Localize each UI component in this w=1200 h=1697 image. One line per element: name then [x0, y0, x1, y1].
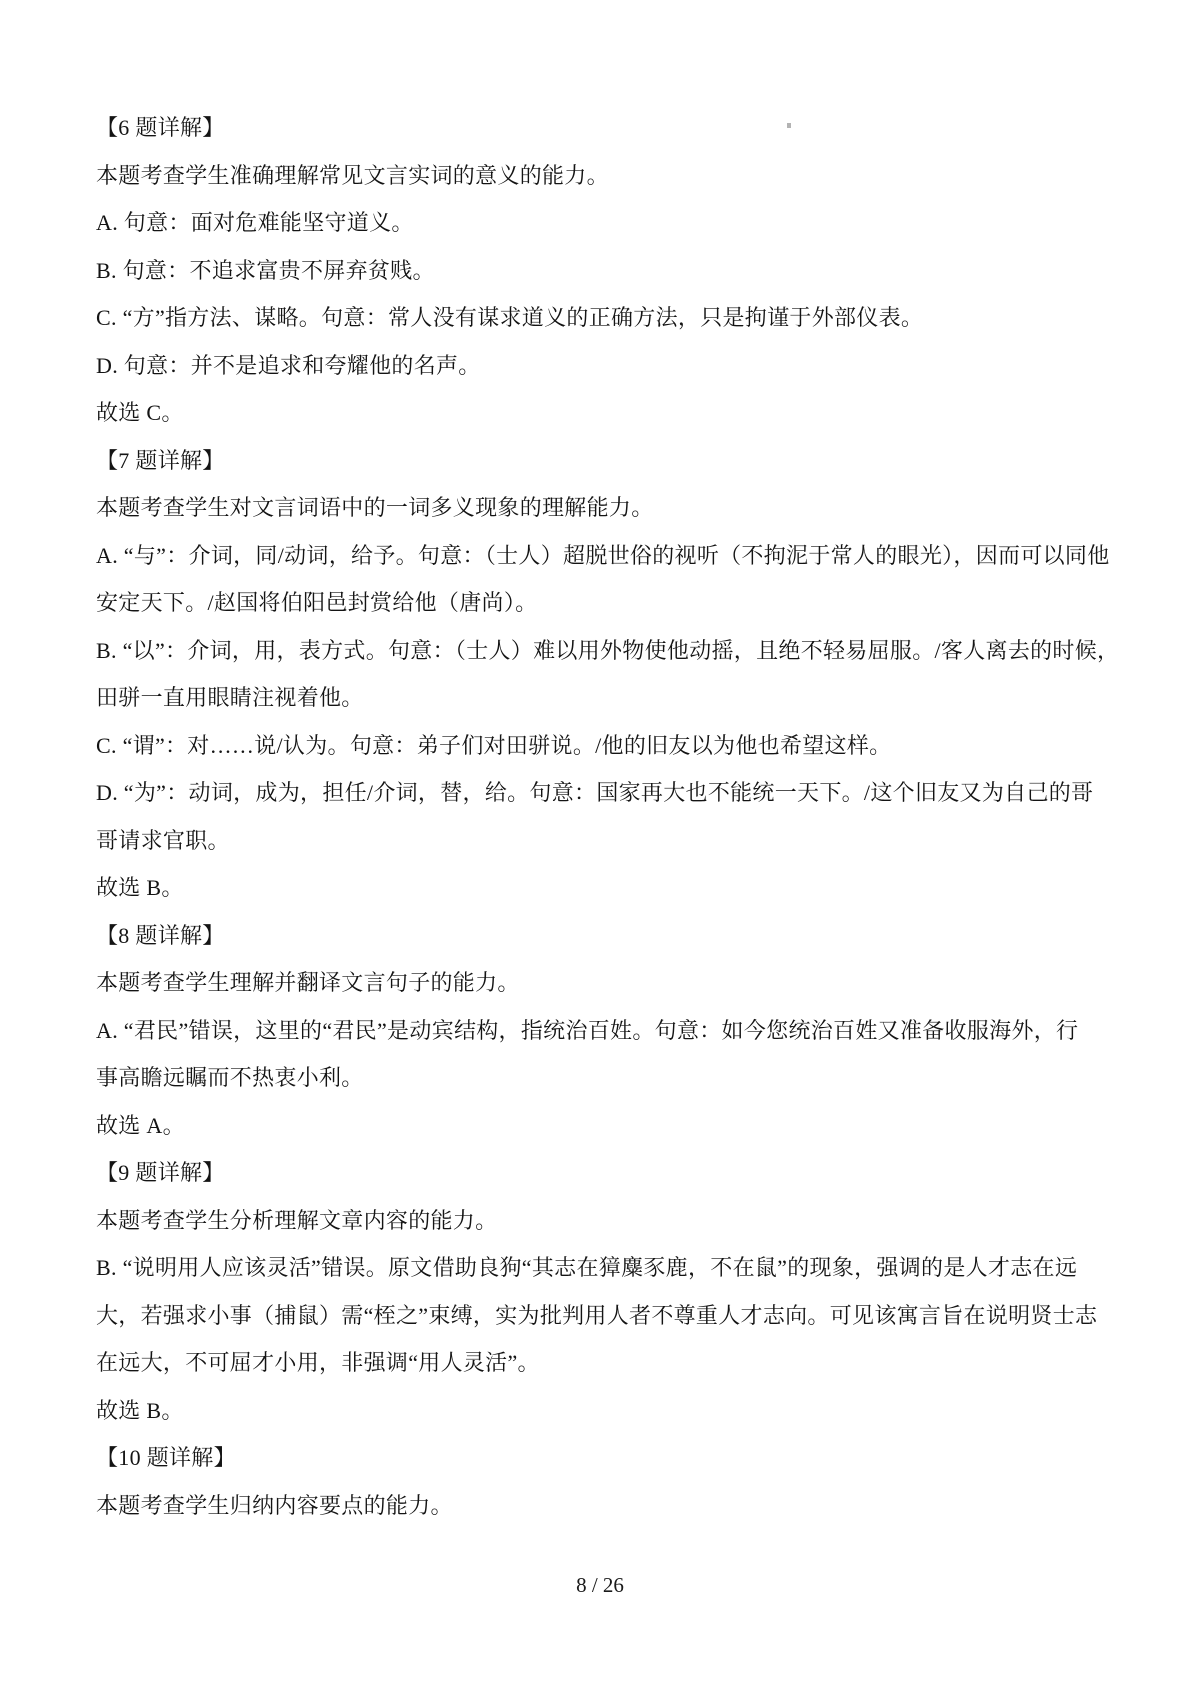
text-line: 在远大，不可屈才小用，非强调“用人灵活”。 — [96, 1350, 540, 1375]
section-heading-q10: 【10 题详解】 — [96, 1445, 236, 1470]
text-line: C. “方”指方法、谋略。句意：常人没有谋求道义的正确方法，只是拘谨于外部仪表。 — [96, 305, 924, 330]
text-line: 本题考查学生准确理解常见文言实词的意义的能力。 — [96, 162, 609, 188]
section-heading-q8: 【8 题详解】 — [96, 922, 225, 948]
text-line: 本题考查学生分析理解文章内容的能力。 — [96, 1207, 498, 1233]
text-line: 大，若强求小事（捕鼠）需“桎之”束缚，实为批判用人者不尊重人才志向。可见该寓言旨在说明贤士志 — [96, 1302, 1098, 1328]
text-line: A. 句意：面对危难能坚守道义。 — [96, 210, 414, 235]
text-line: A. “与”：介词，同/动词，给予。句意：（士人）超脱世俗的视听（不拘泥于常人的眼光），因而可以同他 — [96, 542, 1110, 568]
text-line: B. 句意：不追求富贵不屏弃贫贱。 — [96, 257, 435, 283]
text-line: 哥请求官职。 — [96, 827, 230, 853]
text-line: 事高瞻远瞩而不热衷小利。 — [96, 1065, 364, 1090]
text-line: 安定天下。/赵国将伯阳邑封赏给他（唐尚）。 — [96, 590, 538, 615]
text-line: 本题考查学生对文言词语中的一词多义现象的理解能力。 — [96, 495, 654, 520]
text-line: 本题考查学生归纳内容要点的能力。 — [96, 1492, 453, 1518]
section-heading-q6: 【6 题详解】 — [96, 115, 225, 140]
section-heading-q9: 【9 题详解】 — [96, 1160, 225, 1185]
text-line: D. 句意：并不是追求和夸耀他的名声。 — [96, 352, 481, 378]
page-number: 8 / 26 — [576, 1573, 624, 1597]
text-line: B. “说明用人应该灵活”错误。原文借助良狗“其志在獐麋豕鹿，不在鼠”的现象，强调的是人才志在远 — [96, 1255, 1078, 1280]
text-line: 本题考查学生理解并翻译文言句子的能力。 — [96, 970, 520, 995]
text-line: C. “谓”：对……说/认为。句意：弟子们对田骈说。/他的旧友以为他也希望这样。 — [96, 732, 892, 758]
text-line: B. “以”：介词，用，表方式。句意：（士人）难以用外物使他动摇，且绝不轻易屈服。/客人离去的时候， — [96, 637, 1120, 663]
text-line: D. “为”：动词，成为，担任/介词，替，给。句意：国家再大也不能统一天下。/这个旧友又为自己的哥 — [96, 780, 1094, 805]
answer-explanations — [96, 104, 1120, 1529]
answer-choice-line: 故选 C。 — [96, 400, 184, 425]
answer-choice-line: 故选 B。 — [96, 875, 184, 900]
section-heading-q7: 【7 题详解】 — [96, 447, 225, 473]
text-line: 田骈一直用眼睛注视着他。 — [96, 685, 364, 710]
answer-choice-line: 故选 B。 — [96, 1397, 184, 1423]
text-line: A. “君民”错误，这里的“君民”是动宾结构，指统治百姓。句意：如今您统治百姓又准备收服海外，行 — [96, 1017, 1079, 1043]
answer-choice-line: 故选 A。 — [96, 1112, 185, 1138]
